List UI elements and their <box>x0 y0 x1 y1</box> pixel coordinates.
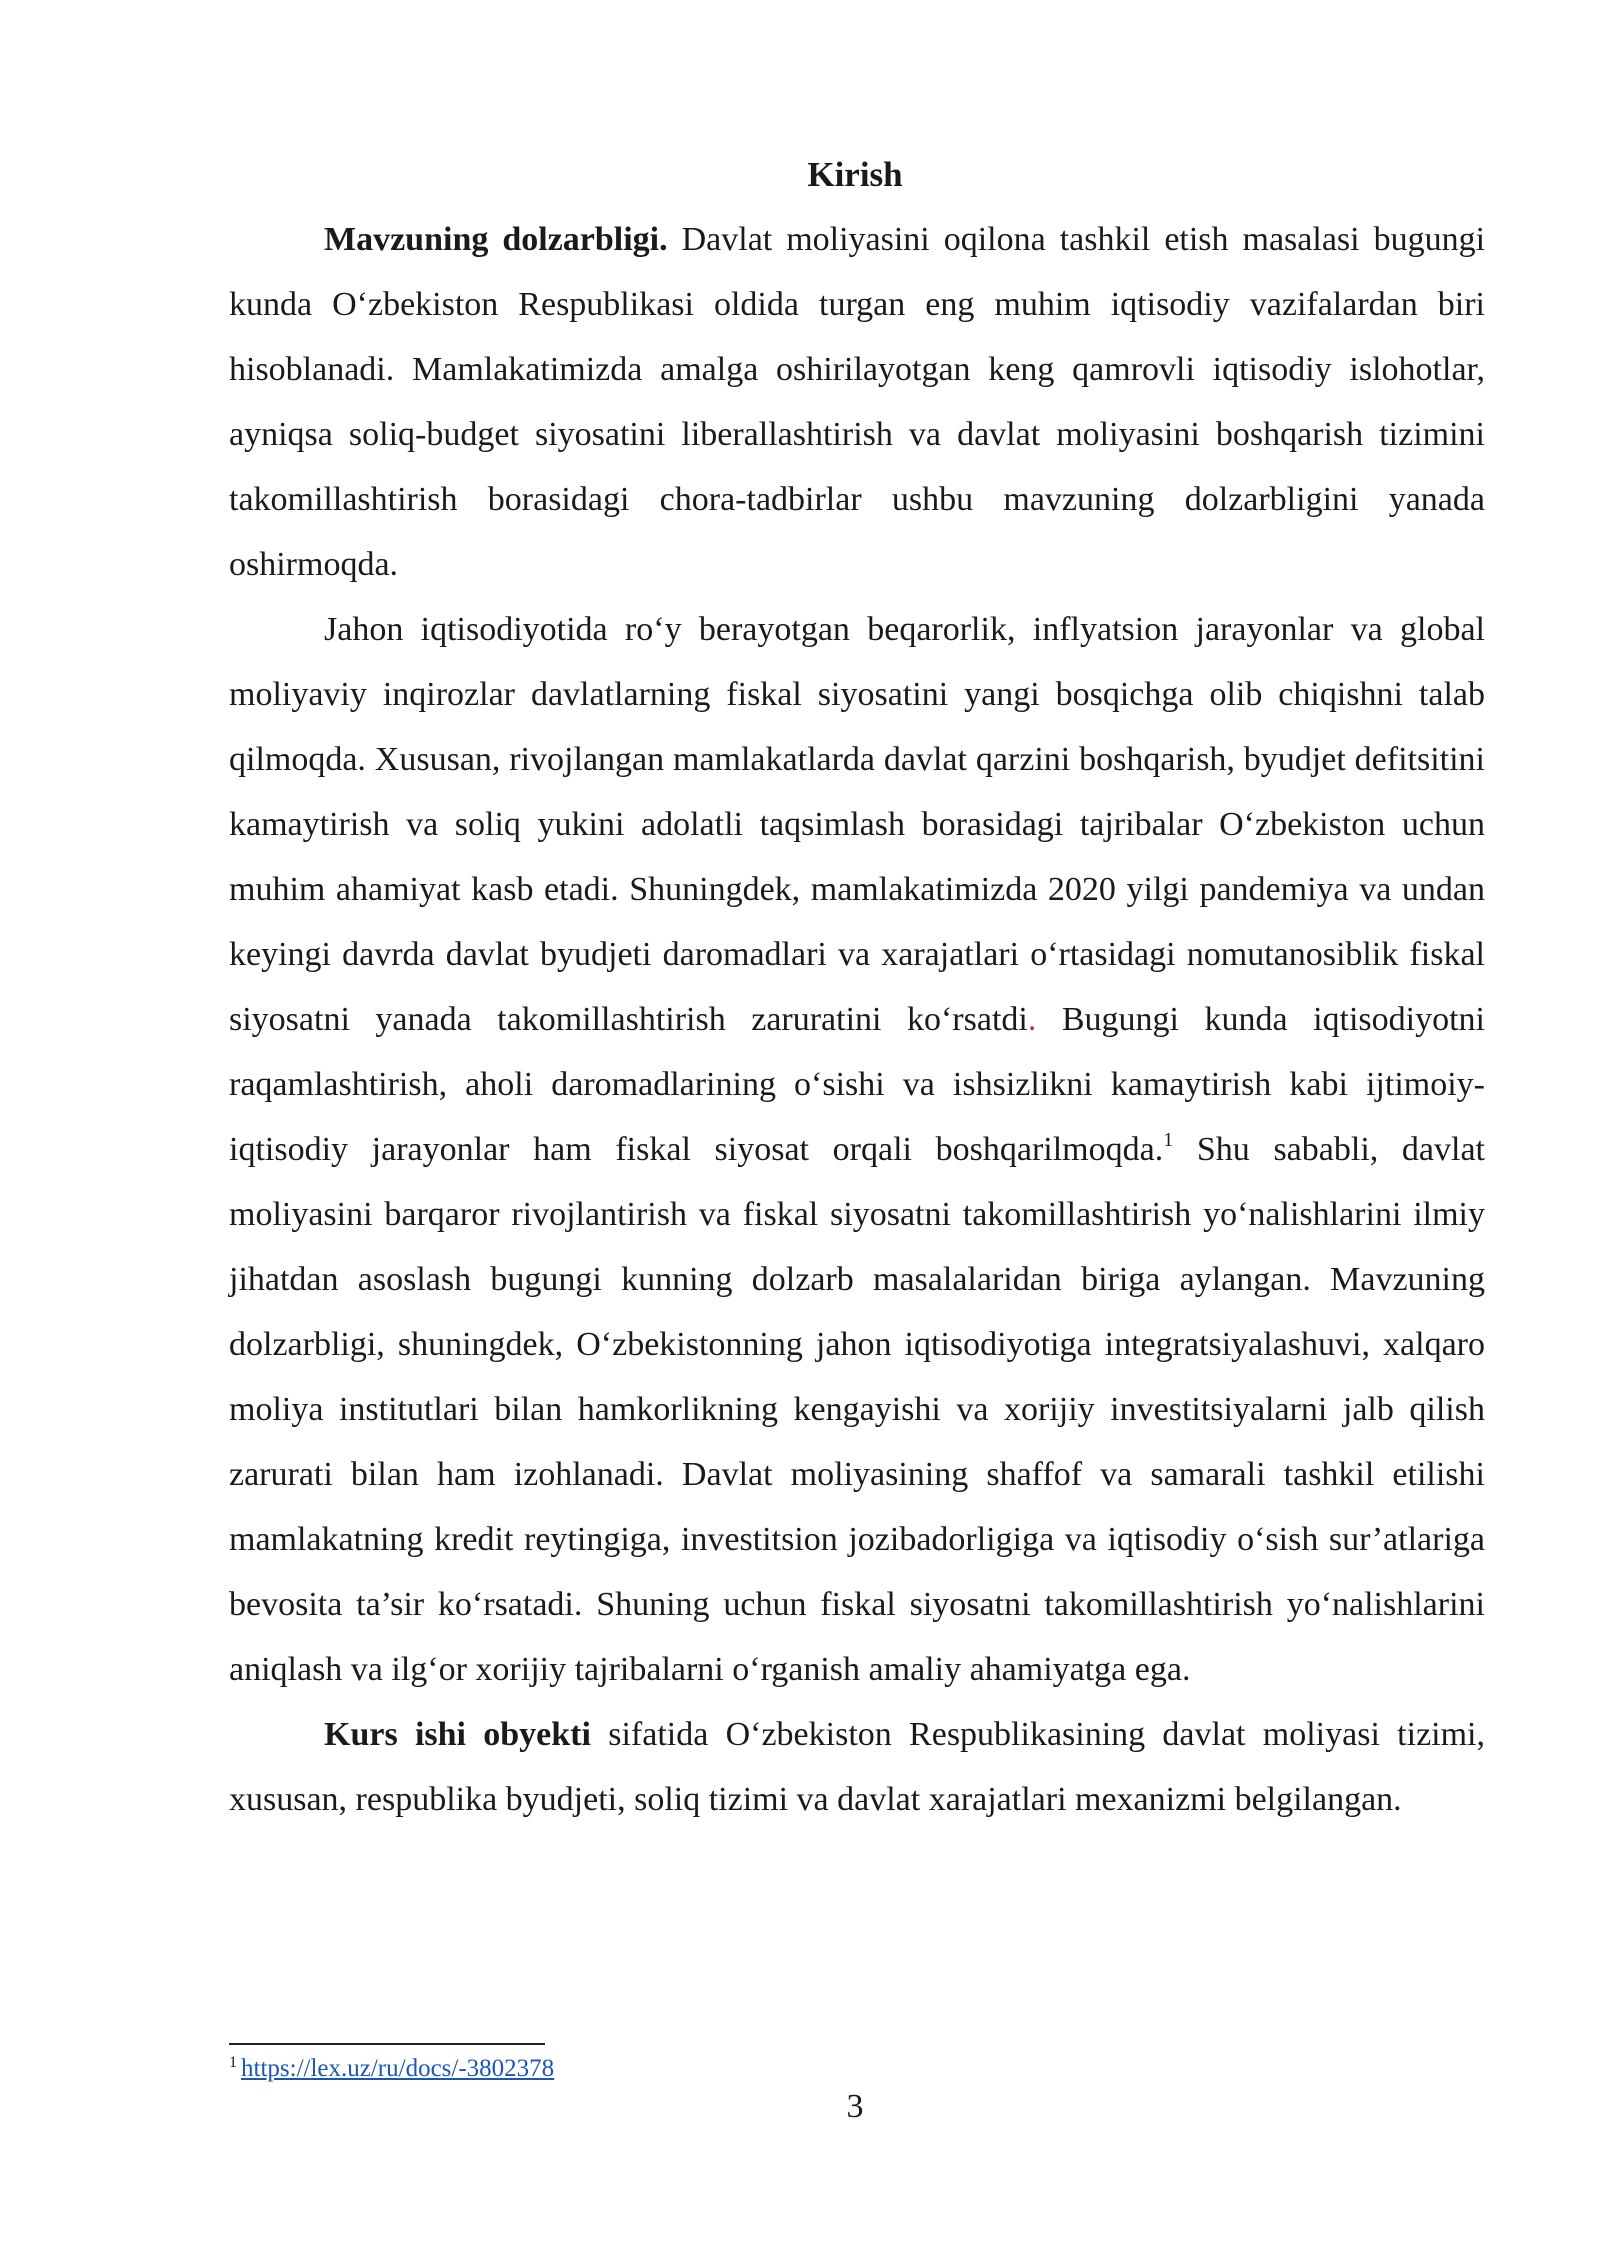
highlighted-period: . <box>1027 1001 1037 1038</box>
paragraph-global-context <box>229 597 1485 1702</box>
footnote-separator <box>229 2043 545 2045</box>
object-text: sifatida O‘zbekiston Respublikasining davlat moliyasi tizimi, xususan, respublika byudjeti, soliq tizimi va davlat xarajatlari mexanizmi belgilangan. <box>229 1716 1485 1818</box>
global-context-text-c: Shu sababli, davlat moliyasini barqaror rivojlantirish va fiskal siyosatni takomillashtirish yo‘nalishlarini ilmiy jihatdan asoslash bugungi kunning dolzarb masalalaridan biriga aylangan. Mavzuning dolzarbligi, shuningdek, O‘zbekistonning jahon iqtisodiyotiga integratsiyalashuvi, xalqaro moliya institutlari bilan hamkorlikning kengayishi va xorijiy investitsiyalarni jalb qilish zarurati bilan ham izohlanadi. Davlat moliyasining shaffof va samarali tashkil etilishi mamlakatning kredit reytingiga, investitsion jozibadorligiga va iqtisodiy o‘sish sur’atlariga bevosita ta’sir ko‘rsatadi. Shuning uchun fiskal siyosatni takomillashtirish yo‘nalishlarini aniqlash va ilg‘or xorijiy tajribalarni o‘rganish amaliy ahamiyatga ega. <box>229 1131 1485 1688</box>
object-lead: Kurs ishi obyekti <box>324 1716 591 1753</box>
relevance-lead: Mavzuning dolzarbligi. <box>324 221 668 258</box>
global-context-text-a: Jahon iqtisodiyotida ro‘y berayotgan beqarorlik, inflyatsion jarayonlar va global moliyaviy inqirozlar davlatlarning fiskal siyosatini yangi bosqichga olib chiqishni talab qilmoqda. Xususan, rivojlangan mamlakatlarda davlat qarzini boshqarish, byudjet defitsitini kamaytirish va soliq yukini adolatli taqsimlash borasidagi tajribalar O‘zbekiston uchun muhim ahamiyat kasb etadi. Shuningdek, mamlakatimizda 2020 yilgi pandemiya va undan keyingi davrda davlat byudjeti daromadlari va xarajatlari o‘rtasidagi nomutanosiblik fiskal siyosatni yanada takomillashtirish zaruratini ko‘rsatdi <box>229 611 1485 1038</box>
paragraph-relevance <box>229 207 1485 597</box>
footnote-link[interactable]: https://lex.uz/ru/docs/-3802378 <box>241 2055 555 2082</box>
body-text <box>229 207 1485 1832</box>
footnote-number: 1 <box>229 2054 237 2071</box>
footnote <box>229 2052 554 2086</box>
global-context-text-b: Bugungi kunda iqtisodiyotni raqamlashtirish, aholi daromadlarining o‘sishi va ishsizlikni kamaytirish kabi ijtimoiy-iqtisodiy jarayonlar ham fiskal siyosat orqali boshqarilmoqda. <box>229 1001 1486 1168</box>
footnote-reference[interactable]: 1 <box>1163 1129 1174 1151</box>
section-heading: Kirish <box>807 155 903 194</box>
relevance-text: Davlat moliyasini oqilona tashkil etish masalasi bugungi kunda O‘zbekiston Respublikasi oldida turgan eng muhim iqtisodiy vazifalardan biri hisoblanadi. Mamlakatimizda amalga oshirilayotgan keng qamrovli iqtisodiy islohotlar, ayniqsa soliq-budget siyosatini liberallashtirish va davlat moliyasini boshqarish tizimini takomillashtirish borasidagi chora-tadbirlar ushbu mavzuning dolzarbligini yanada oshirmoqda. <box>229 221 1486 583</box>
paragraph-object <box>229 1702 1485 1832</box>
page-number: 3 <box>846 2088 864 2125</box>
